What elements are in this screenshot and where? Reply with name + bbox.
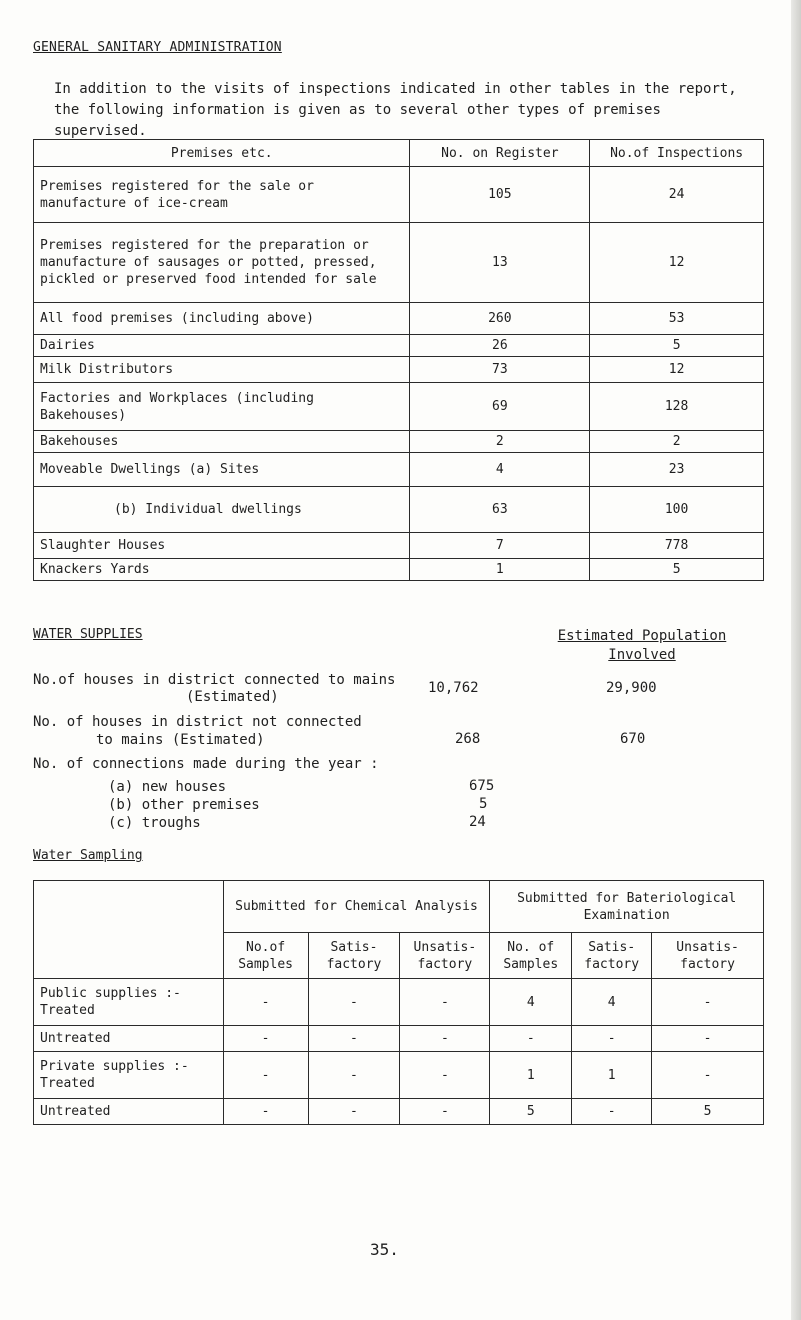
page-edge-shadow bbox=[791, 0, 801, 1320]
inspections-count: 5 bbox=[590, 335, 764, 357]
connected-label-2: (Estimated) bbox=[186, 689, 279, 705]
premises-name: Factories and Workplaces (including Bakehouses) bbox=[34, 383, 410, 431]
connection-item-label: (a) new houses bbox=[108, 779, 227, 795]
estimated-population-heading bbox=[522, 627, 762, 665]
premises-name: Dairies bbox=[34, 335, 410, 357]
register-count: 73 bbox=[410, 357, 590, 383]
subheader-satisfactory: Satis- factory bbox=[572, 933, 652, 979]
table-row bbox=[34, 1052, 764, 1099]
sampling-cell: - bbox=[308, 1026, 400, 1052]
water-supplies-heading: WATER SUPPLIES bbox=[33, 627, 143, 642]
connection-item-value: 24 bbox=[469, 814, 486, 830]
sampling-cell: - bbox=[652, 1052, 764, 1099]
register-count: 260 bbox=[410, 303, 590, 335]
sampling-cell: - bbox=[400, 1099, 490, 1125]
inspections-count: 778 bbox=[590, 533, 764, 559]
register-count: 7 bbox=[410, 533, 590, 559]
connections-label: No. of connections made during the year : bbox=[33, 756, 379, 772]
sampling-cell: 4 bbox=[572, 979, 652, 1026]
sampling-cell: - bbox=[490, 1026, 572, 1052]
sampling-row-label: Untreated bbox=[34, 1099, 224, 1125]
subheader-unsatisfactory: Unsatis- factory bbox=[400, 933, 490, 979]
connection-item-value: 5 bbox=[479, 796, 488, 812]
connected-label-1: No.of houses in district connected to mains bbox=[33, 672, 396, 688]
premises-col-header: Premises etc. bbox=[34, 140, 410, 167]
connected-value: 10,762 bbox=[428, 680, 479, 696]
not-connected-label-2: to mains (Estimated) bbox=[96, 732, 265, 748]
sampling-group-header-row bbox=[34, 881, 764, 933]
inspections-count: 24 bbox=[590, 167, 764, 223]
table-row bbox=[34, 357, 764, 383]
bacteriological-group-header: Submitted for Bateriological Examination bbox=[490, 881, 764, 933]
sampling-cell: - bbox=[572, 1026, 652, 1052]
table-row bbox=[34, 223, 764, 303]
premises-name: Premises registered for the preparation or manufacture of sausages or potted, pressed, pickled or preserved food intended for sale bbox=[34, 223, 410, 303]
chemical-group-header: Submitted for Chemical Analysis bbox=[223, 881, 490, 933]
connection-item-label: (c) troughs bbox=[108, 815, 201, 831]
inspections-count: 12 bbox=[590, 223, 764, 303]
sampling-cell: - bbox=[308, 1099, 400, 1125]
connection-item-label: (b) other premises bbox=[108, 797, 260, 813]
inspections-count: 23 bbox=[590, 453, 764, 487]
inspections-count: 5 bbox=[590, 559, 764, 581]
premises-name: All food premises (including above) bbox=[34, 303, 410, 335]
table-row bbox=[34, 979, 764, 1026]
sampling-cell: 5 bbox=[652, 1099, 764, 1125]
inspections-count: 53 bbox=[590, 303, 764, 335]
table-row bbox=[34, 383, 764, 431]
sampling-row-label: Public supplies :- Treated bbox=[34, 979, 224, 1026]
sampling-cell: - bbox=[308, 1052, 400, 1099]
table-row bbox=[34, 1026, 764, 1052]
page-heading: GENERAL SANITARY ADMINISTRATION bbox=[33, 40, 282, 55]
sampling-cell: - bbox=[223, 979, 308, 1026]
table-row bbox=[34, 167, 764, 223]
subheader-samples: No.of Samples bbox=[223, 933, 308, 979]
inspections-count: 128 bbox=[590, 383, 764, 431]
premises-table bbox=[33, 139, 764, 581]
subheader-unsatisfactory: Unsatis- factory bbox=[652, 933, 764, 979]
sampling-cell: - bbox=[223, 1026, 308, 1052]
premises-name: Bakehouses bbox=[34, 431, 410, 453]
inspections-count: 100 bbox=[590, 487, 764, 533]
water-sampling-heading: Water Sampling bbox=[33, 848, 143, 863]
premises-name: Premises registered for the sale or manufacture of ice-cream bbox=[34, 167, 410, 223]
sampling-cell: - bbox=[572, 1099, 652, 1125]
not-connected-label-1: No. of houses in district not connected bbox=[33, 714, 362, 730]
inspections-col-header: No.of Inspections bbox=[590, 140, 764, 167]
register-col-header: No. on Register bbox=[410, 140, 590, 167]
table-row bbox=[34, 335, 764, 357]
register-count: 69 bbox=[410, 383, 590, 431]
register-count: 1 bbox=[410, 559, 590, 581]
sampling-cell: 1 bbox=[572, 1052, 652, 1099]
sampling-cell: - bbox=[400, 1052, 490, 1099]
subheader-satisfactory: Satis- factory bbox=[308, 933, 400, 979]
est-heading-line2: Involved bbox=[608, 647, 676, 663]
sampling-cell: - bbox=[223, 1052, 308, 1099]
sampling-cell: - bbox=[652, 1026, 764, 1052]
est-heading-line1: Estimated Population bbox=[557, 628, 727, 644]
sampling-cell: - bbox=[308, 979, 400, 1026]
connected-population: 29,900 bbox=[606, 680, 657, 696]
page-number: 35. bbox=[370, 1240, 399, 1259]
register-count: 13 bbox=[410, 223, 590, 303]
table-row bbox=[34, 431, 764, 453]
sampling-cell: - bbox=[400, 979, 490, 1026]
table-row bbox=[34, 1099, 764, 1125]
register-count: 4 bbox=[410, 453, 590, 487]
sampling-cell: 5 bbox=[490, 1099, 572, 1125]
table-row bbox=[34, 559, 764, 581]
table-row bbox=[34, 453, 764, 487]
register-count: 63 bbox=[410, 487, 590, 533]
premises-name: Knackers Yards bbox=[34, 559, 410, 581]
register-count: 26 bbox=[410, 335, 590, 357]
register-count: 105 bbox=[410, 167, 590, 223]
intro-paragraph: In addition to the visits of inspections indicated in other tables in the report, the following information is given as to several other types of premises supervised. bbox=[54, 81, 737, 139]
inspections-count: 2 bbox=[590, 431, 764, 453]
sampling-cell: 4 bbox=[490, 979, 572, 1026]
premises-name: Moveable Dwellings (a) Sites bbox=[34, 453, 410, 487]
sampling-cell: - bbox=[400, 1026, 490, 1052]
not-connected-value: 268 bbox=[455, 731, 481, 747]
water-sampling-table bbox=[33, 880, 764, 1125]
subheader-samples: No. of Samples bbox=[490, 933, 572, 979]
premises-header-row bbox=[34, 140, 764, 167]
premises-name: Slaughter Houses bbox=[34, 533, 410, 559]
table-row bbox=[34, 487, 764, 533]
inspections-count: 12 bbox=[590, 357, 764, 383]
sampling-cell: - bbox=[223, 1099, 308, 1125]
table-row bbox=[34, 533, 764, 559]
register-count: 2 bbox=[410, 431, 590, 453]
sampling-cell: 1 bbox=[490, 1052, 572, 1099]
not-connected-population: 670 bbox=[620, 731, 646, 747]
sampling-row-label: Untreated bbox=[34, 1026, 224, 1052]
premises-name: Milk Distributors bbox=[34, 357, 410, 383]
connection-item-value: 675 bbox=[469, 778, 495, 794]
sampling-row-label: Private supplies :- Treated bbox=[34, 1052, 224, 1099]
table-row bbox=[34, 303, 764, 335]
sampling-corner-cell bbox=[34, 881, 224, 979]
premises-name: (b) Individual dwellings bbox=[34, 487, 410, 533]
sampling-cell: - bbox=[652, 979, 764, 1026]
